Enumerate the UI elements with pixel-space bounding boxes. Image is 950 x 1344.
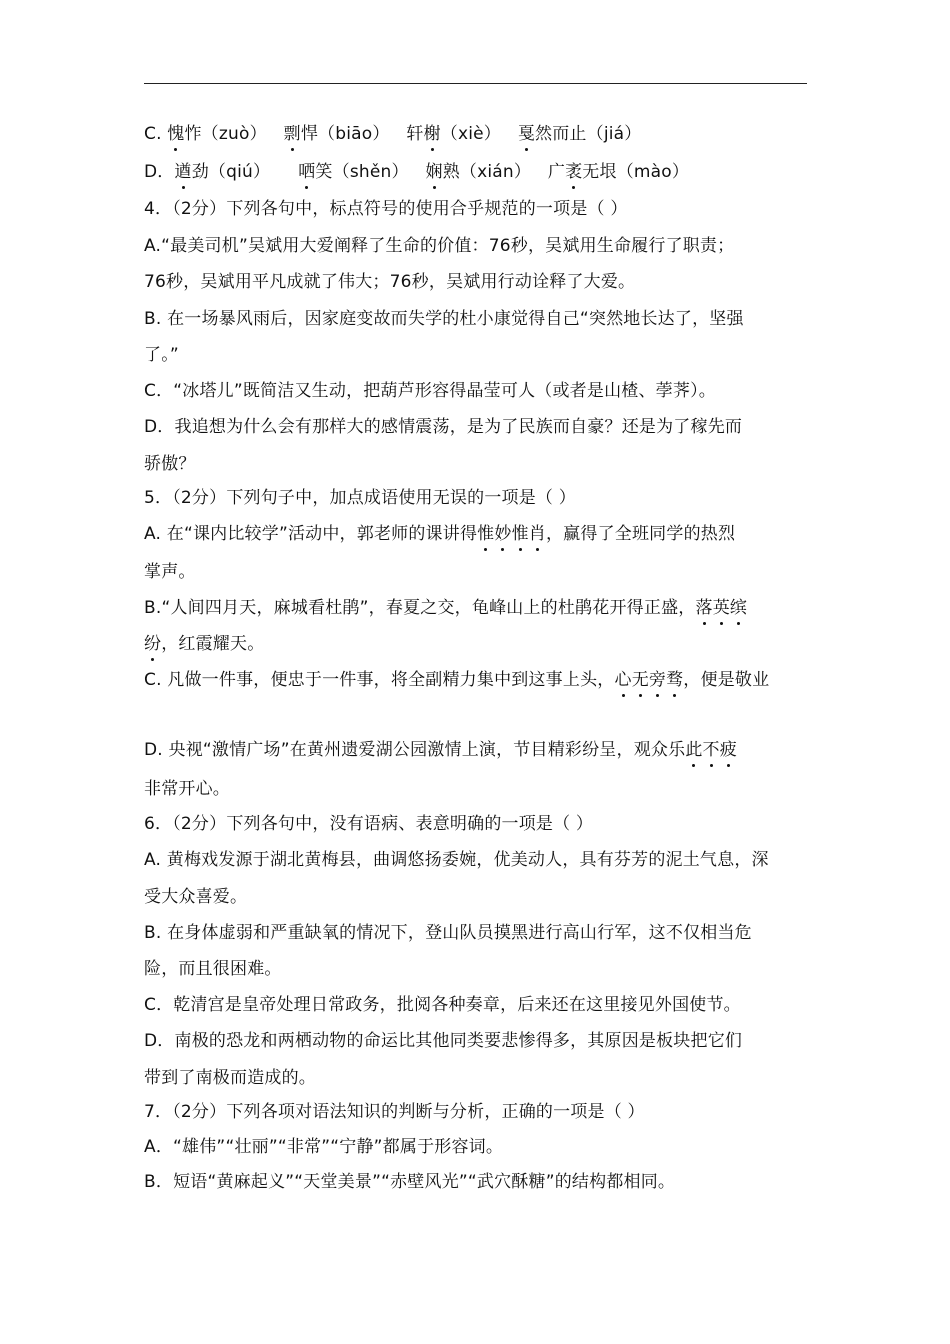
q4-option-b: B. 在一场暴风雨后，因家庭变故而失学的杜小康觉得自己“突然地长达了，坚强 [144,309,744,329]
q6-option-c: C．乾清宫是皇帝处理日常政务，批阅各种奏章，后来还在这里接见外国使节。 [144,995,741,1015]
dotted-char: 袤 [565,162,583,182]
dotted-char: 英 [712,598,730,618]
dotted-char: 娴 [425,162,443,182]
option-c-pinyin: C. 愧怍（zuò） 剽悍（biāo） 轩榭（xiè） 戛然而止（jiá） [144,124,642,144]
q5-option-b-cont: 纷，红霞耀天。 [144,634,265,654]
question-5: 5．（2分）下列句子中，加点成语使用无误的一项是（ ） [144,488,576,508]
q6-option-a: A. 黄梅戏发源于湖北黄梅县，曲调悠扬委婉，优美动人，具有芬芳的泥土气息，深 [144,850,769,870]
question-4: 4．（2分）下列各句中，标点符号的使用合乎规范的一项是（ ） [144,199,628,219]
q6-option-b: B. 在身体虚弱和严重缺氧的情况下，登山队员摸黑进行高山行军，这不仅相当危 [144,923,752,943]
q5-option-a: A. 在“课内比较学”活动中，郭老师的课讲得惟妙惟肖，赢得了全班同学的热烈 [144,524,736,544]
q4-option-b-cont: 了。” [144,345,179,365]
dotted-char: 愧 [167,124,185,144]
q5-option-d-cont: 非常开心。 [144,779,230,799]
dotted-char: 妙 [494,524,512,544]
dotted-char: 不 [702,740,720,760]
q6-option-b-cont: 险，而且很困难。 [144,959,282,979]
question-7: 7．（2分）下列各项对语法知识的判断与分析，正确的一项是（ ） [144,1102,645,1122]
q4-option-c: C．“冰塔儿”既简洁又生动，把葫芦形容得晶莹可人（或者是山楂、荸荠）。 [144,381,716,401]
dotted-char: 旁 [648,670,667,690]
q6-option-a-cont: 受大众喜爱。 [144,887,248,907]
dotted-char: 骛 [666,670,684,690]
dotted-char: 剽 [283,124,301,144]
dotted-char: 遒 [174,162,192,182]
header-rule [144,83,807,84]
q4-option-d: D．我追想为什么会有那样大的感情震荡，是为了民族而自豪？还是为了稼先而 [144,417,743,437]
dotted-char: 惟 [511,524,529,544]
dotted-char: 榭 [423,124,441,144]
q7-option-b: B．短语“黄麻起义”“天堂美景”“赤壁风光”“武穴酥糖”的结构都相同。 [144,1172,676,1192]
dotted-char: 此 [685,740,703,760]
q4-option-a: A.“最美司机”吴斌用大爱阐释了生命的价值：76秒，吴斌用生命履行了职责； [144,236,735,256]
question-6: 6．（2分）下列各句中，没有语病、表意明确的一项是（ ） [144,814,594,834]
dotted-char: 惟 [477,524,495,544]
dotted-char: 缤 [729,598,748,618]
q4-option-a-cont: 76秒，吴斌用平凡成就了伟大；76秒，吴斌用行动诠释了大爱。 [144,272,636,292]
dotted-char: 纷 [144,634,162,654]
q7-option-a: A．“雄伟”“壮丽”“非常”“宁静”都属于形容词。 [144,1137,504,1157]
option-d-pinyin: D．遒劲（qiú） 哂笑（shěn） 娴熟（xián） 广袤无垠（mào） [144,162,690,182]
dotted-char: 戛 [517,124,536,144]
q5-option-a-cont: 掌声。 [144,562,196,582]
q6-option-d: D．南极的恐龙和两栖动物的命运比其他同类要悲惨得多，其原因是板块把它们 [144,1031,743,1051]
dotted-char: 哂 [298,162,316,182]
dotted-char: 落 [695,598,713,618]
q5-option-d: D. 央视“激情广场”在黄州遗爱湖公园激情上演，节目精彩纷呈，观众乐此不疲 [144,740,737,760]
dotted-char: 无 [631,670,649,690]
dotted-char: 疲 [719,740,737,760]
dotted-char: 心 [614,670,632,690]
q4-option-d-cont: 骄傲？ [144,454,196,474]
q5-option-c: C. 凡做一件事，便忠于一件事，将全副精力集中到这事上头，心无旁骛，便是敬业 [144,670,770,690]
q6-option-d-cont: 带到了南极而造成的。 [144,1068,316,1088]
dotted-char: 肖 [528,524,546,544]
q5-option-b: B.“人间四月天，麻城看杜鹃”，春夏之交，龟峰山上的杜鹃花开得正盛，落英缤 [144,598,748,618]
